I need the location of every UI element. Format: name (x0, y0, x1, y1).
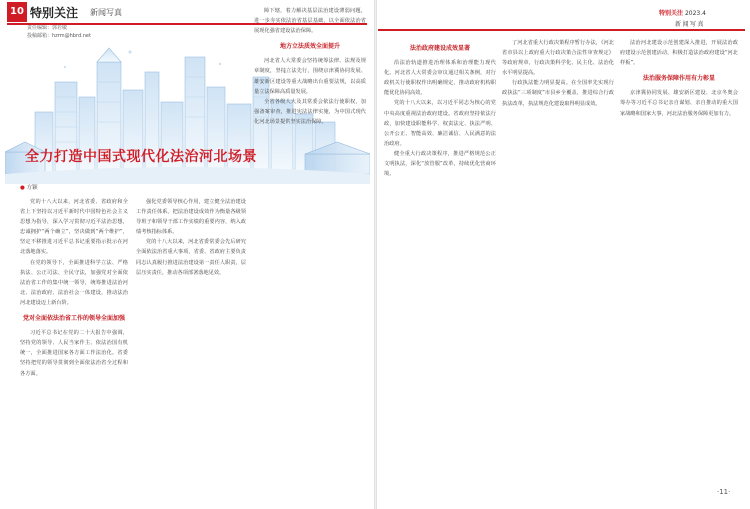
right-column-2 (502, 38, 614, 503)
author-byline (20, 183, 38, 191)
right-column-1 (384, 38, 496, 503)
right-header-section: 特别关注 (659, 10, 684, 17)
paragraph: 强化党委领导核心作用，建立健全法治建设工作责任体系。把法治建设成效作为衡量各级领导班子和领导干部工作实绩的重要内容，纳入政绩考核指标体系。 (136, 199, 246, 236)
paragraph: 在党的领导下，全面推进科学立法、严格执法、公正司法、全民守法，加强党对全面依法治省工作的集中统一领导，统筹推进法治河北、法治政府、法治社会一体建设，推动法治河北建设迈上新台阶。 (20, 259, 128, 306)
section-title: 特别关注 (30, 6, 79, 20)
paragraph: 了河北省重大行政决策程序暂行办法，《河北省市县以上政府重大行政决策合法性审查规定》等政府规章，行政决策科学化、民主化、法治化水平明显提高。 (502, 40, 614, 77)
paragraph: 党的十八大以来，河北省委常委会先后研究全面依法治省重大事项，省委、省政府主要负责同志认真履行推进法治建设第一责任人职责，层层压实责任，推动各项部署落地见效。 (136, 239, 246, 276)
section-heading: 党对全面依法治省工作的领导全面加强 (22, 315, 125, 323)
byline-bullet-icon: ● (20, 185, 25, 191)
left-column-1 (20, 197, 128, 502)
right-header-sub: 新闻写真 (675, 21, 706, 28)
right-header-title (659, 8, 706, 17)
page-spine (374, 0, 377, 509)
right-column-3 (620, 38, 738, 483)
section-heading: 法治服务保障作用有力彰显 (642, 75, 715, 83)
editor-line: 责任编辑：郭若敏 (27, 25, 68, 31)
right-header-rule (378, 29, 745, 31)
paragraph: 行政执法能力明显提高。在全国率先实现行政执法“三项制度”市县乡全覆盖，推进综合行政执法改革，执法规范化建设取得明显成效。 (502, 80, 614, 107)
paragraph: 习近平总书记在党的二十大报告中强调，坚持党的领导、人民当家作主、依法治国有机统一，全面推进国家各方面工作法治化。省委坚持把党的领导贯彻到全面依法治省全过程和各方面。 (20, 330, 128, 377)
section-heading: 地方立法质效全面提升 (279, 43, 340, 51)
article-title: 全力打造中国式现代化法治河北场景 (25, 149, 257, 165)
paragraph: 党的十八大以来，河北省委、省政府和全省上下坚持以习近平新时代中国特色社会主义思想为指导，深入学习贯彻习近平法治思想，忠诚拥护“两个确立”，坚决做到“两个维护”，坚定不移推进习近平总书记重要指示批示在河北落地落实。 (20, 199, 128, 256)
paragraph: 全省各级人大及其常委会依法行使职权，加强备案审查，推进宪法法律实施，为中国式现代化河北场景提供坚实法治保障。 (254, 98, 366, 125)
paragraph: 沿法治轨道推进治理体系和治理能力现代化。河北省人大常委会审议通过相关条例，对行政机关行使职权作出明确规定，推动政府机构职能优化协同高效。 (384, 60, 496, 97)
right-header-issue: 2023.4 (684, 10, 706, 17)
paragraph: 障下辖，着力解决基层法治建设薄弱问题，进一步夯实依法治省基层基础，以全面依法治省展现化强省建设法治保障。 (254, 8, 366, 35)
paragraph: 健全重大行政决策程序，推进严格规范公正文明执法，深化“放管服”改革，持续优化营商环境。 (384, 150, 496, 178)
right-page-number: ·11· (717, 488, 731, 496)
paragraph: 党的十八大以来，以习近平同志为核心的党中央高度重视法治政府建设。省政府坚持依法行政，加快建设职能科学、权责法定、执法严明、公开公正、智能高效、廉洁诚信、人民满意的法治政府。 (384, 100, 496, 147)
left-page-number: 10 (7, 2, 27, 22)
subsection-title: 新闻写真 (90, 8, 122, 17)
email-line: 投稿邮箱：hzrm@hbrd.net (27, 33, 91, 39)
editor-meta (27, 24, 91, 40)
section-heading: 法治政府建设成效显著 (409, 45, 470, 52)
author-name: 方颖 (26, 185, 38, 191)
paragraph: 河北省人大常委会坚持统筹法律、法规及规章制度，坚持立法先行，围绕京津冀协同发展、雄安新区建设等重大战略出台重要法规，以高质量立法保障高质量发展。 (254, 58, 366, 95)
paragraph: 法治河北建设示范创建深入推进，开展法治政府建设示范创建活动，积极打造法治政府建设“河北样板”。 (620, 40, 738, 67)
paragraph: 京津冀协同发展、雄安新区建设、北京冬奥会筹办等习近平总书记亲自谋划、亲自推动的重大国家战略和国家大事，河北法治服务保障更加有力。 (620, 90, 738, 117)
left-column-2 (136, 197, 246, 502)
left-column-3 (254, 6, 366, 506)
